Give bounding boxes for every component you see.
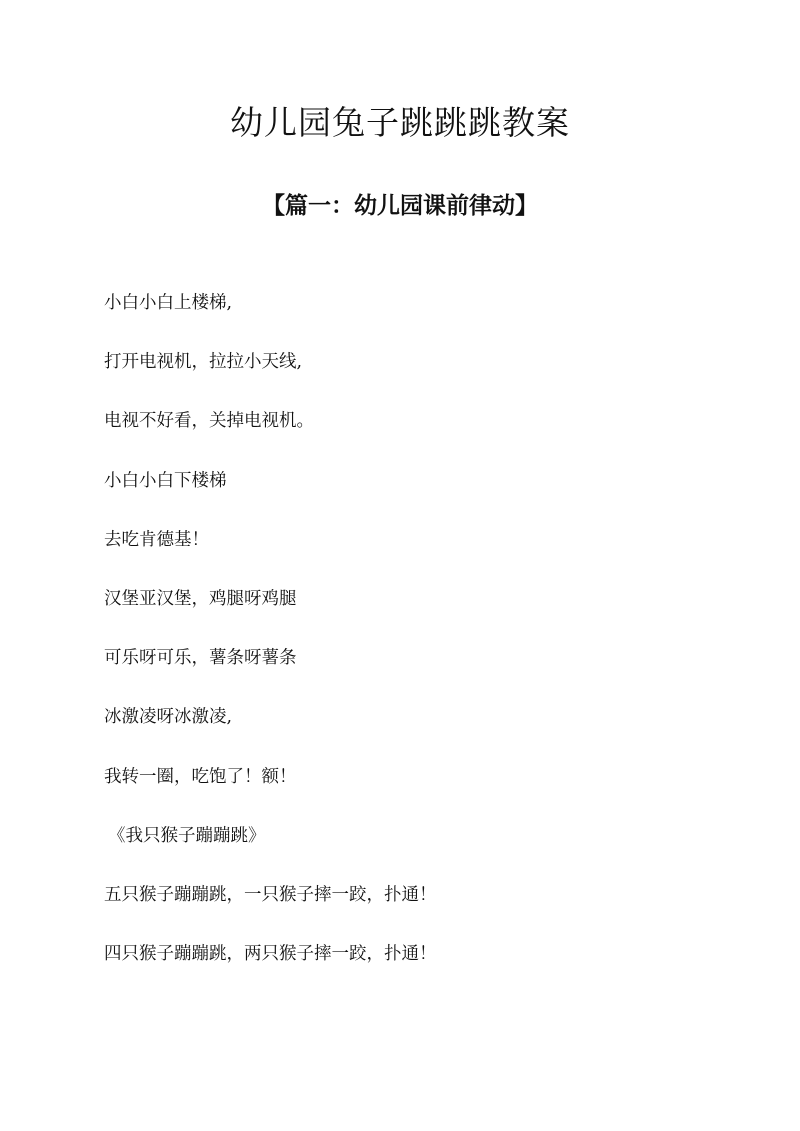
rhyme-line: 可乐呀可乐，薯条呀薯条 (104, 648, 297, 669)
document-title: 幼儿园兔子跳跳跳教案 (230, 103, 570, 142)
section-heading: 【篇一：幼儿园课前律动】 (262, 192, 538, 219)
rhyme-line: 冰激凌呀冰激凌, (104, 707, 233, 728)
rhyme-line: 我转一圈，吃饱了！额！ (104, 766, 297, 787)
rhyme-line: 电视不好看，关掉电视机。 (104, 411, 314, 432)
rhyme-line: 去吃肯德基！ (104, 529, 209, 550)
rhyme-line: 小白小白上楼梯, (104, 293, 233, 313)
rhyme-line: 打开电视机，拉拉小天线, (104, 352, 303, 373)
rhyme-lines (104, 283, 744, 993)
rhyme-line: 小白小白下楼梯 (104, 470, 227, 491)
rhyme-line: 四只猴子蹦蹦跳，两只猴子摔一跤，扑通！ (104, 944, 437, 965)
rhyme-line: 汉堡亚汉堡，鸡腿呀鸡腿 (104, 588, 297, 609)
rhyme-line: 五只猴子蹦蹦跳，一只猴子摔一跤，扑通！ (104, 884, 437, 905)
song-title: 《我只猴子蹦蹦跳》 (108, 825, 266, 846)
